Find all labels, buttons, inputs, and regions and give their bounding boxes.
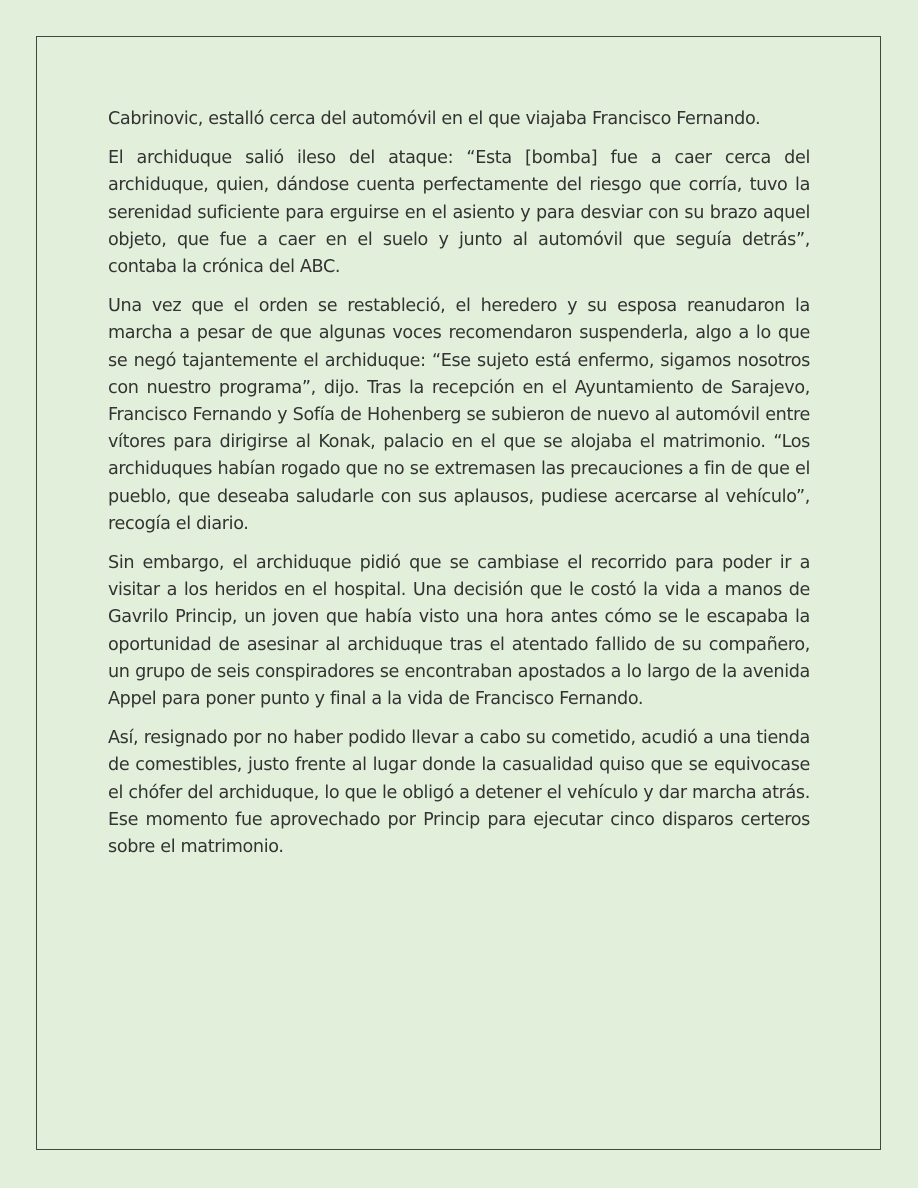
paragraph: Una vez que el orden se restableció, el heredero y su esposa reanudaron la marcha a pesar de que algunas voces recomendaron suspenderla, algo a lo que se negó tajantemente el archiduque: “Ese sujeto está enfermo, sigamos nosotros con nuestro programa”, dijo. Tras la recepción en el Ayuntamiento de Sarajevo, Francisco Fernando y Sofía de Hohenberg se subieron de nuevo al automóvil entre vítores para dirigirse al Konak, palacio en el que se alojaba el matrimonio. “Los archiduques habían rogado que no se extremasen las precauciones a fin de que el pueblo, que deseaba saludarle con sus aplausos, pudiese acercarse al vehículo”, recogía el diario. bbox=[108, 296, 810, 534]
paragraph: Sin embargo, el archiduque pidió que se cambiase el recorrido para poder ir a visitar a los heridos en el hospital. Una decisión que le costó la vida a manos de Gavrilo Princip, un joven que había visto una hora antes cómo se le escapaba la oportunidad de asesinar al archiduque tras el atentado fallido de su compañero, un grupo de seis conspiradores se encontraban apostados a lo largo de la avenida Appel para poner punto y final a la vida de Francisco Fernando. bbox=[108, 553, 810, 710]
paragraph: Cabrinovic, estalló cerca del automóvil en el que viajaba Francisco Fernando. bbox=[108, 109, 761, 129]
paragraph: Así, resignado por no haber podido llevar a cabo su cometido, acudió a una tienda de comestibles, justo frente al lugar donde la casualidad quiso que se equivocase el chófer del archiduque, lo que le obligó a detener el vehículo y dar marcha atrás. Ese momento fue aprovechado por Princip para ejecutar cinco disparos certeros sobre el matrimonio. bbox=[108, 728, 810, 858]
document-body bbox=[108, 106, 810, 873]
paragraph: El archiduque salió ileso del ataque: “Esta [bomba] fue a caer cerca del archiduque, quien, dándose cuenta perfectamente del riesgo que corría, tuvo la serenidad suficiente para erguirse en el asiento y para desviar con su brazo aquel objeto, que fue a caer en el suelo y junto al automóvil que seguía detrás”, contaba la crónica del ABC. bbox=[108, 148, 810, 278]
